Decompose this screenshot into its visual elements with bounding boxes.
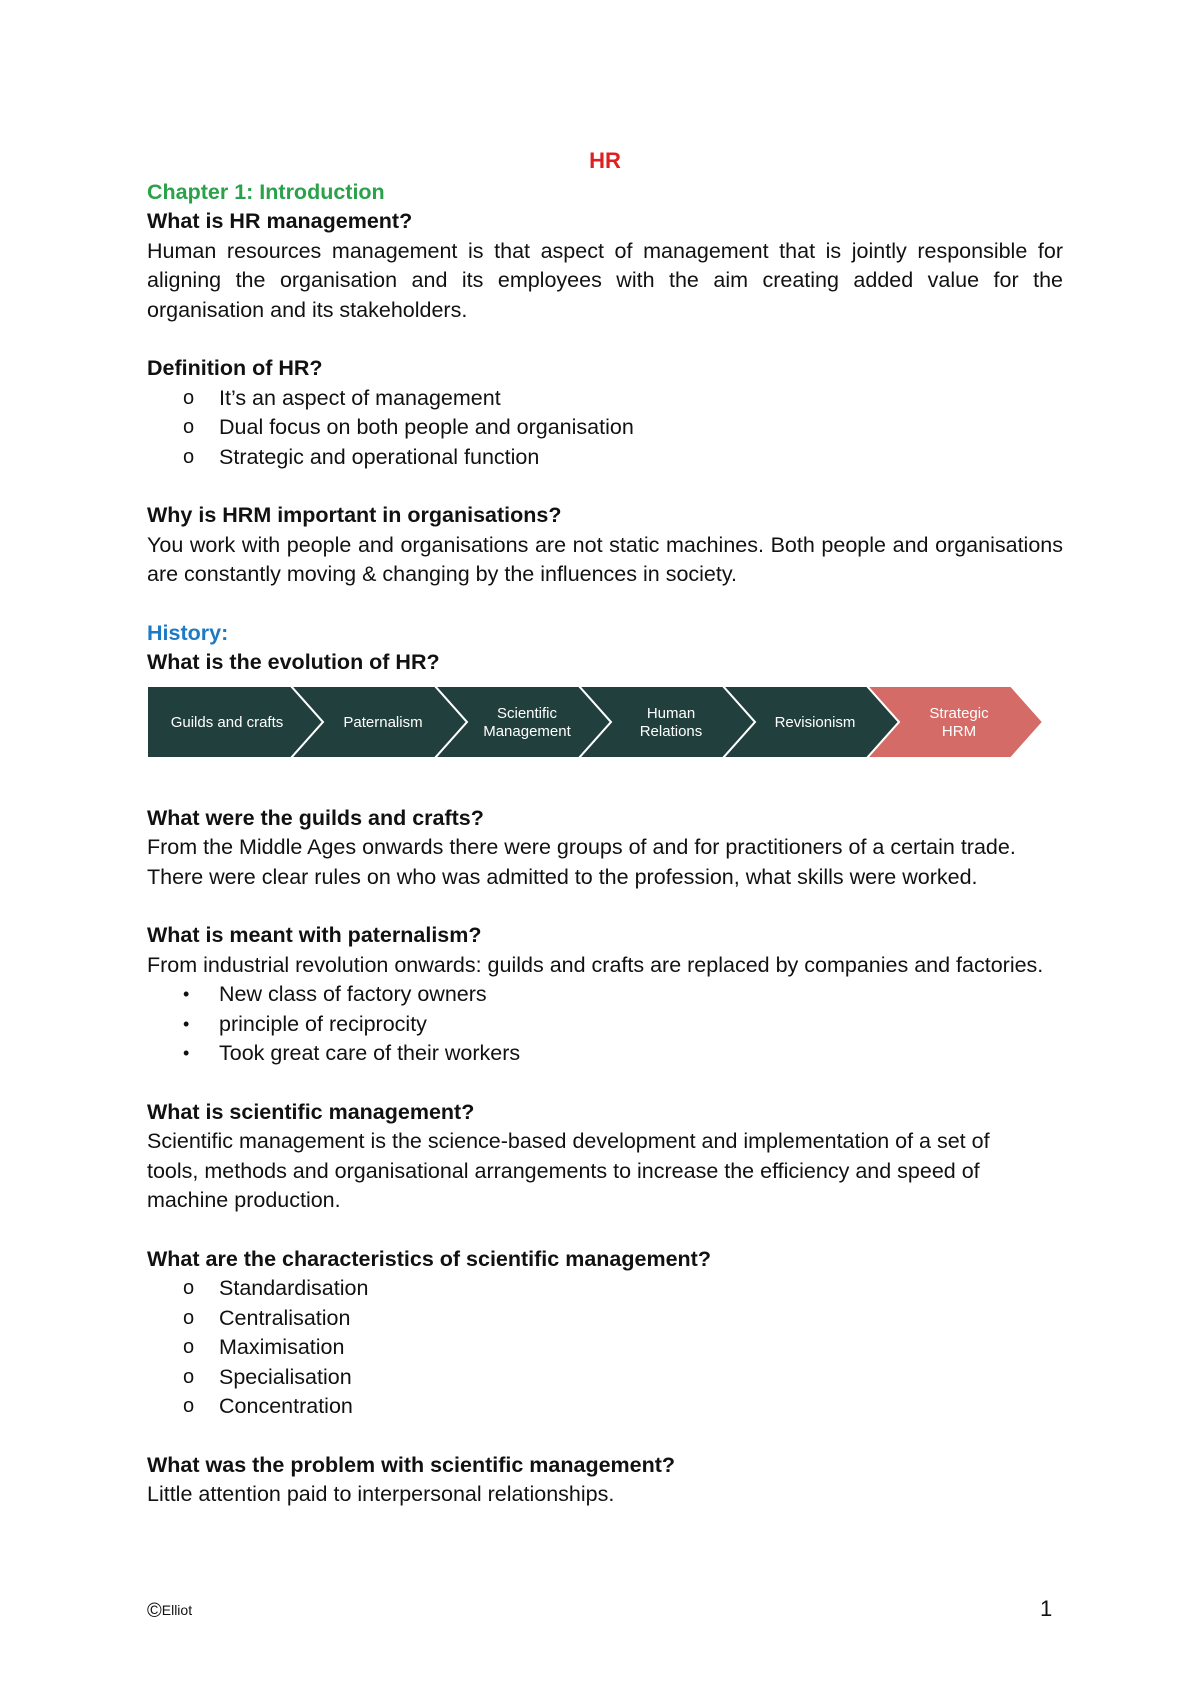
answer-scientific-line-1: Scientific management is the science-based development and implementation of a set of xyxy=(147,1129,990,1153)
footer-author-name: Elliot xyxy=(161,1602,193,1618)
hr-evolution-diagram xyxy=(147,684,1063,760)
question-hr-management: What is HR management? xyxy=(147,209,413,233)
list-item: o It’s an aspect of management xyxy=(147,384,1063,414)
list-item: o Dual focus on both people and organisation xyxy=(147,413,1063,443)
chevron-label-3: Scientific Management xyxy=(483,704,571,740)
chevron-label-1: Guilds and crafts xyxy=(170,713,284,731)
question-guilds: What were the guilds and crafts? xyxy=(147,805,484,830)
characteristics-list xyxy=(147,1274,1063,1422)
question-definition: Definition of HR? xyxy=(147,356,323,380)
chevron-label-6: Strategic HRM xyxy=(929,704,989,740)
question-scientific-management: What is scientific management? xyxy=(147,1099,475,1124)
circle-bullet-icon: o xyxy=(183,386,195,409)
list-item: o Centralisation xyxy=(147,1304,1063,1334)
paternalism-list xyxy=(147,980,1063,1069)
copyright-icon: © xyxy=(147,1600,162,1622)
chapter-heading: Chapter 1: Introduction xyxy=(147,179,385,204)
list-item: • New class of factory owners xyxy=(147,980,1063,1010)
history-heading: History: xyxy=(147,620,229,645)
answer-scientific-line-3: machine production. xyxy=(147,1188,341,1212)
question-paternalism: What is meant with paternalism? xyxy=(147,923,482,947)
list-item: o Specialisation xyxy=(147,1363,1063,1393)
question-evolution: What is the evolution of HR? xyxy=(147,650,440,674)
page-number: 1 xyxy=(1040,1596,1053,1621)
list-item: o Standardisation xyxy=(147,1274,1063,1304)
question-characteristics: What are the characteristics of scientific management? xyxy=(147,1246,711,1271)
answer-hr-management: Human resources management is that aspect of management that is jointly responsible for aligning the organisation and its employees with the aim creating added value for the organisation and its stakeholders. xyxy=(147,238,1063,322)
circle-bullet-icon: o xyxy=(183,1365,195,1388)
answer-scientific-line-2: tools, methods and organisational arrangements to increase the efficiency and speed of xyxy=(147,1158,980,1183)
circle-bullet-icon: o xyxy=(183,1277,195,1299)
answer-guilds-line-2: There were clear rules on who was admitted to the profession, what skills were worked. xyxy=(147,864,978,889)
bullet-icon: • xyxy=(183,1013,190,1034)
circle-bullet-icon: o xyxy=(183,1395,195,1417)
bullet-icon: • xyxy=(183,984,190,1004)
definition-list xyxy=(147,384,1063,473)
circle-bullet-icon: o xyxy=(183,1336,195,1358)
document-page xyxy=(147,146,1063,1510)
document-title: HR xyxy=(589,148,621,173)
answer-paternalism: From industrial revolution onwards: guilds and crafts are replaced by companies and factories. xyxy=(147,952,1044,977)
circle-bullet-icon: o xyxy=(183,416,195,438)
list-item: o Strategic and operational function xyxy=(147,443,1063,473)
answer-guilds-line-1: From the Middle Ages onwards there were groups of and for practitioners of a certain trade. xyxy=(147,835,1016,859)
bullet-icon: • xyxy=(183,1043,190,1063)
answer-problem: Little attention paid to interpersonal relationships. xyxy=(147,1482,615,1506)
list-item: o Maximisation xyxy=(147,1333,1063,1363)
list-item: • principle of reciprocity xyxy=(147,1010,1063,1040)
circle-bullet-icon: o xyxy=(183,1306,195,1329)
list-item: • Took great care of their workers xyxy=(147,1039,1063,1069)
chevron-label-4: Human Relations xyxy=(639,704,703,740)
footer-author xyxy=(147,1600,192,1623)
chevron-label-2: Paternalism xyxy=(343,713,423,731)
question-problem: What was the problem with scientific management? xyxy=(147,1452,676,1477)
circle-bullet-icon: o xyxy=(183,445,195,468)
answer-hrm-importance: You work with people and organisations are not static machines. Both people and organisations are constantly moving & changing by the influences in society. xyxy=(147,532,1063,586)
list-item: o Concentration xyxy=(147,1392,1063,1422)
chevron-label-5: Revisionism xyxy=(774,713,856,731)
question-hrm-importance: Why is HRM important in organisations? xyxy=(147,503,562,527)
